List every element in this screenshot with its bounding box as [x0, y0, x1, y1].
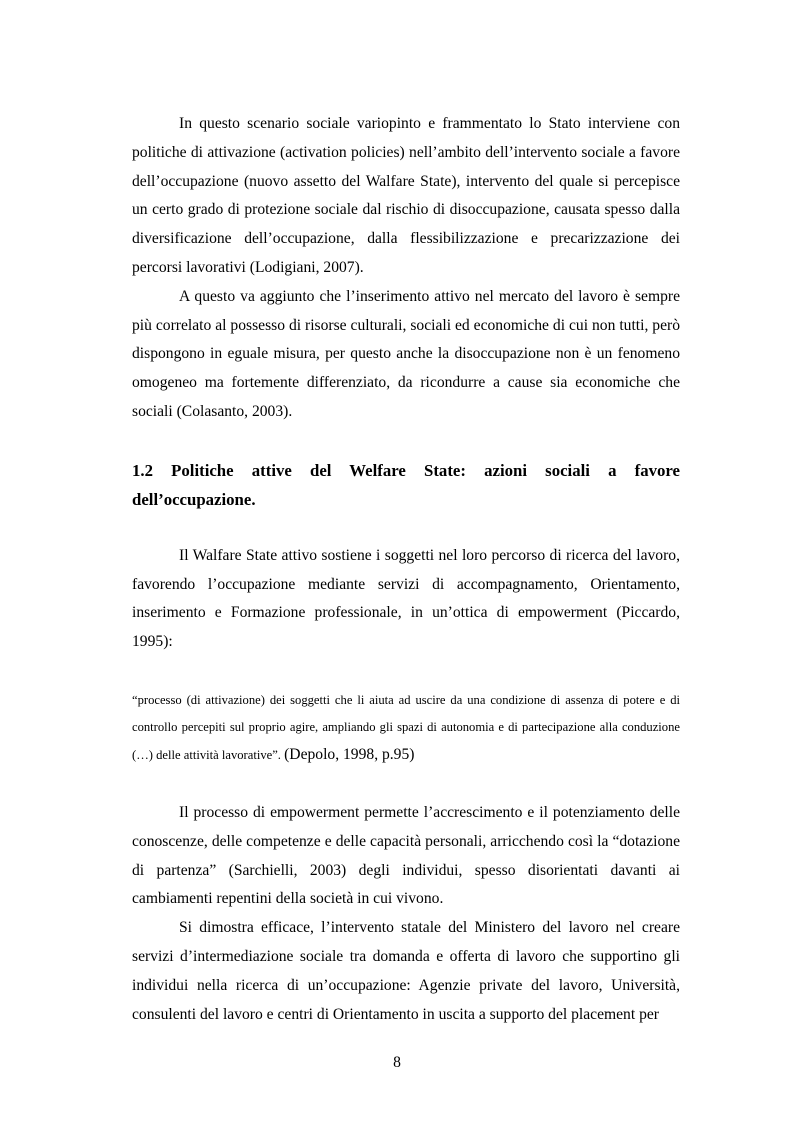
quote-text: “processo (di attivazione) dei soggetti che li aiuta ad uscire da una condizione di assenza di potere e di controllo percepiti sul proprio agire, ampliando gli spazi di autonomia e di partecipazione alla conduzione (…) delle attività lavorative”.: [132, 692, 680, 762]
quote-citation: (Depolo, 1998, p.95): [284, 745, 415, 763]
paragraph-ministry: Si dimostra efficace, l’intervento statale del Ministero del lavoro nel creare servizi d’intermediazione sociale tra domanda e offerta di lavoro che supportino gli individui nella ricerca di un’occupazione: Agenzie private del lavoro, Università, consulenti del lavoro e centri di Orientamento in uscita a supporto del placement per: [132, 919, 680, 1023]
paragraph-activation-policies: In questo scenario sociale variopinto e frammentato lo Stato interviene con politiche di attivazione (activation policies) nell’ambito dell’intervento sociale a favore dell’occupazione (nuovo assetto del Walfare State), intervento del quale si percepisce un certo grado di protezione sociale dal rischio di disoccupazione, causata spesso dalla diversificazione dell’occupazione, dalla flessibilizzazione e precarizzazione dei percorsi lavorativi (Lodigiani, 2007).: [132, 115, 680, 276]
paragraph-labour-market: A questo va aggiunto che l’inserimento attivo nel mercato del lavoro è sempre più correlato al possesso di risorse culturali, sociali ed economiche di cui non tutti, però dispongono in eguale misura, per questo anche la disoccupazione non è un fenomeno omogeneo ma fortemente differenziato, da ricondurre a cause sia economiche che sociali (Colasanto, 2003).: [132, 287, 680, 420]
paragraph-empowerment: Il processo di empowerment permette l’accrescimento e il potenziamento delle conoscenze, delle competenze e delle capacità personali, arricchendo così la “dotazione di partenza” (Sarchielli, 2003) degli individui, spesso disorientati davanti ai cambiamenti repentini della società in cui vivono.: [132, 803, 680, 908]
paragraph-welfare-state: Il Walfare State attivo sostiene i soggetti nel loro percorso di ricerca del lavoro, favorendo l’occupazione mediante servizi di accompagnamento, Orientamento, inserimento e Formazione professionale, in un’ottica di empowerment (Piccardo, 1995):: [132, 546, 680, 651]
page-number: 8: [393, 1054, 401, 1071]
section-heading: 1.2 Politiche attive del Welfare State: azioni sociali a favore dell’occupazione.: [132, 460, 680, 509]
block-quote: [132, 687, 680, 769]
page-body: [132, 110, 680, 1029]
